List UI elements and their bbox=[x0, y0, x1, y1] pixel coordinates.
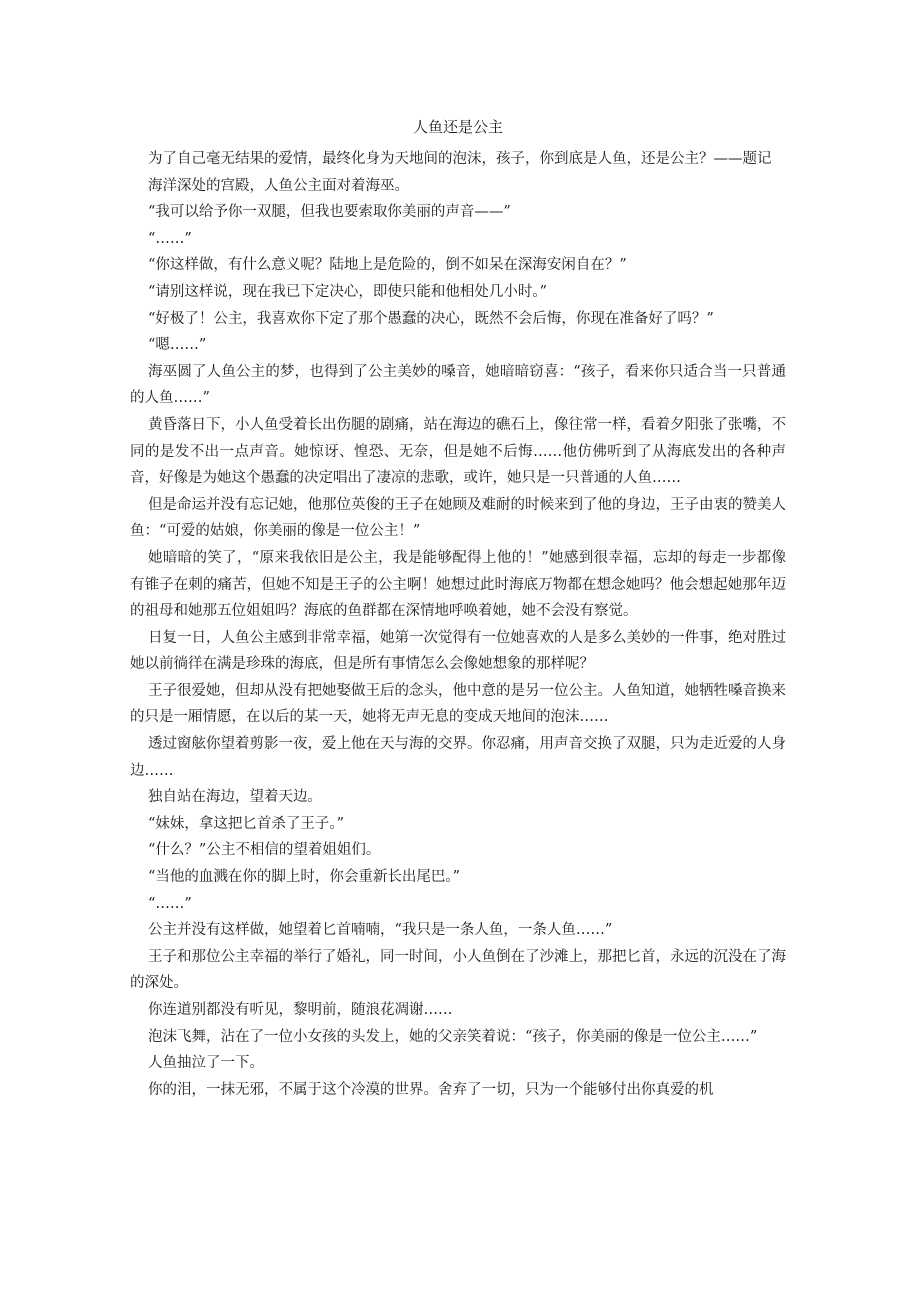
paragraph: “好极了！公主，我喜欢你下定了那个愚蠢的决心，既然不会后悔，你现在准备好了吗？” bbox=[148, 310, 714, 327]
paragraph: 透过窗舷你望着剪影一夜，爱上他在天与海的交界。你忍痛，用声音交换了双腿，只为走近爱的人身边…… bbox=[130, 736, 786, 779]
paragraph: “……” bbox=[148, 230, 192, 247]
paragraph: 黄昏落日下，小人鱼受着长出伤腿的剧痛，站在海边的礁石上，像往常一样，看着夕阳张了张嘴，不同的是发不出一点声音。她惊讶、惶恐、无奈，但是她不后悔……他仿佛听到了从海底发出的各种声音，好像是为她这个愚蠢的决定唱出了凄凉的悲歌，或许，她只是一只普通的人鱼…… bbox=[130, 416, 786, 487]
paragraph: “当他的血溅在你的脚上时，你会重新长出尾巴。” bbox=[148, 869, 461, 886]
paragraph: 你连道别都没有听见，黎明前，随浪花凋谢…… bbox=[148, 1002, 453, 1018]
paragraph: “我可以给予你一双腿，但我也要索取你美丽的声音——” bbox=[148, 204, 511, 221]
paragraph: “你这样做，有什么意义呢？陆地上是危险的，倒不如呆在深海安闲自在？” bbox=[148, 257, 627, 274]
paragraph: “嗯……” bbox=[148, 337, 207, 354]
paragraph: 公主并没有这样做，她望着匕首喃喃，“我只是一条人鱼，一条人鱼……” bbox=[148, 922, 613, 939]
document-page bbox=[130, 114, 786, 1103]
paragraph: 人鱼抽泣了一下。 bbox=[148, 1055, 264, 1072]
paragraph: 海洋深处的宫殿，人鱼公主面对着海巫。 bbox=[148, 177, 409, 194]
paragraph: 她暗暗的笑了，“原来我依旧是公主，我是能够配得上他的！”她感到很幸福，忘却的每走一步都像有锥子在刺的痛苦，但她不知是王子的公主啊！她想过此时海底万物都在想念她吗？他会想起她那年迈的祖母和她那五位姐姐吗？海底的鱼群都在深情地呼唤着她，她不会没有察觉。 bbox=[130, 549, 786, 620]
paragraph: “……” bbox=[148, 895, 192, 912]
paragraph: “妹妹，拿这把匕首杀了王子。” bbox=[148, 815, 345, 832]
paragraph: 王子很爱她，但却从没有把她娶做王后的念头，他中意的是另一位公主。人鱼知道，她牺牲嗓音换来的只是一厢情愿，在以后的某一天，她将无声无息的变成天地间的泡沫…… bbox=[130, 682, 786, 726]
paragraph: 但是命运并没有忘记她，他那位英俊的王子在她顾及难耐的时候来到了他的身边，王子由衷的赞美人鱼：“可爱的姑娘，你美丽的像是一位公主！” bbox=[130, 496, 786, 540]
paragraph: 泡沫飞舞，沾在了一位小女孩的头发上，她的父亲笑着说：“孩子，你美丽的像是一位公主……” bbox=[148, 1028, 758, 1045]
paragraph: “什么？”公主不相信的望着姐姐们。 bbox=[148, 842, 381, 859]
paragraph: 王子和那位公主幸福的举行了婚礼，同一时间，小人鱼倒在了沙滩上，那把匕首，永远的沉没在了海的深处。 bbox=[130, 948, 786, 992]
document-body bbox=[130, 146, 786, 1103]
paragraph: 日复一日，人鱼公主感到非常幸福，她第一次觉得有一位她喜欢的人是多么美妙的一件事，绝对胜过她以前徜徉在满是珍珠的海底，但是所有事情怎么会像她想象的那样呢？ bbox=[130, 629, 786, 673]
paragraph: “请别这样说，现在我已下定决心，即使只能和他相处几小时。” bbox=[148, 283, 548, 300]
document-title: 人鱼还是公主 bbox=[412, 118, 503, 136]
paragraph: 为了自己毫无结果的爱情，最终化身为天地间的泡沫，孩子，你到底是人鱼，还是公主？——题记 bbox=[148, 151, 772, 167]
paragraph: 你的泪，一抹无邪，不属于这个冷漠的世界。舍弃了一切，只为一个能够付出你真爱的机 bbox=[148, 1081, 714, 1098]
paragraph: 独自站在海边，望着天边。 bbox=[148, 789, 322, 806]
paragraph: 海巫圆了人鱼公主的梦，也得到了公主美妙的嗓音，她暗暗窃喜：“孩子，看来你只适合当一只普通的人鱼……” bbox=[130, 363, 786, 407]
